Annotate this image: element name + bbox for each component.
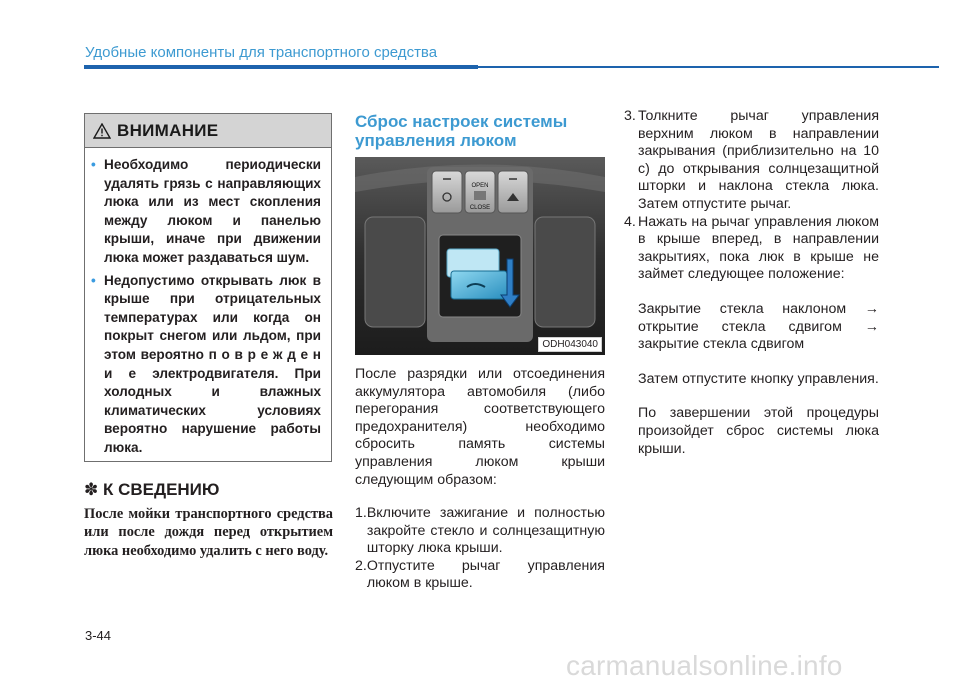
warning-title: ВНИМАНИЕ xyxy=(117,120,219,140)
section-title: Сброс настроек системы управления люком xyxy=(355,112,568,150)
note-text: После мойки транспортного средства или после дождя перед открытием люка необходимо удалить с него воду. xyxy=(84,506,333,559)
step-item xyxy=(624,108,879,214)
open-label: OPEN xyxy=(471,183,489,189)
step-number: 4. xyxy=(624,213,636,230)
step-number: 3. xyxy=(624,108,636,124)
warning-header xyxy=(85,114,331,148)
page-number: 3-44 xyxy=(85,628,112,643)
watermark: carmanualsonline.info xyxy=(566,650,843,681)
note-title: ✽ К СВЕДЕНИЮ xyxy=(84,480,220,499)
final-text: По завершении этой процедуры произойдет сброс системы люка крыши. xyxy=(638,405,879,457)
step-text: Нажать на рычаг управления люком в крыше вперед, в направлении закрытиях, пока люк в крыше не займет следующее положение: xyxy=(638,213,879,283)
sequence-text: Закрытие стекла наклоном → открытие стекла сдвигом → закрытие стекла сдвигом xyxy=(638,300,879,353)
step-item xyxy=(355,505,605,558)
header-rule-thin xyxy=(478,66,939,68)
intro-text: После разрядки или отсоединения аккумулятора автомобиля (либо перегорания соответствующего предохранителя) необходимо сбросить память системы управления люком крыши следующим образом: xyxy=(355,366,605,488)
warning-item-text: Необходимо периодически удалять грязь с направляющих люка или из мест скопления между люком и панелью крыши, иначе при движении люка может раздаваться шум. xyxy=(104,157,321,265)
warning-box xyxy=(84,113,332,462)
bullet-icon: • xyxy=(91,272,96,288)
step-item xyxy=(355,558,605,593)
header-title: Удобные компоненты для транспортного средства xyxy=(85,44,438,61)
step-number: 1. xyxy=(355,505,367,521)
warning-item xyxy=(91,156,321,268)
sunroof-control-photo xyxy=(355,157,605,355)
bullet-icon: • xyxy=(91,157,96,172)
steps-list-col3 xyxy=(624,108,879,458)
warning-item-text: Недопустимо открывать люк в крыше при отрицательных температурах или когда он покрыт снегом или льдом, при этом вероятно п о в р е ж д е н и е электродвигателя. При холодных и влажных климатических условиях вероятно нарушение работы люка. xyxy=(104,272,321,455)
step-text: Толкните рычаг управления верхним люком в направлении закрывания (приблизительно на 10 с) до открывания солнцезащитной шторки и наклона стекла люка. Затем отпустите рычаг. xyxy=(638,108,879,212)
steps-list-col2 xyxy=(355,505,605,593)
warning-item xyxy=(91,272,321,458)
warning-list xyxy=(85,148,331,458)
step-text: Включите зажигание и полностью закройте стекло и солнцезащитную шторку люка крыши. xyxy=(366,505,605,557)
step-item xyxy=(624,214,879,284)
warning-triangle-icon xyxy=(93,123,111,139)
step-text: Отпустите рычаг управления люком в крыше. xyxy=(366,557,605,592)
overhead-console-illustration xyxy=(355,157,605,355)
step-number: 2. xyxy=(355,557,367,574)
close-label: CLOSE xyxy=(469,205,491,211)
release-text: Затем отпустите кнопку управления. xyxy=(638,370,879,387)
header-rule-thick xyxy=(84,65,478,69)
image-caption: ODH043040 xyxy=(538,337,602,352)
